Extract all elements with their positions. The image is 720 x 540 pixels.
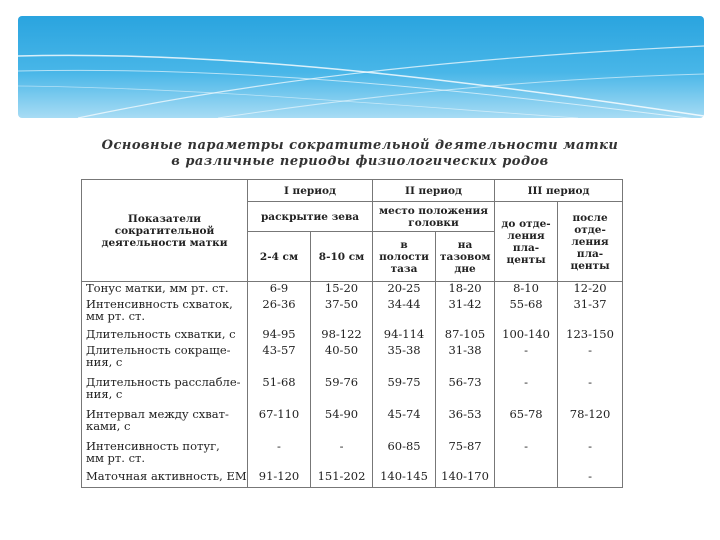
value-cell: 43-57 [248,344,311,376]
head-position-header: место положения головки [373,202,495,232]
row-label-line: Интервал между схват- [86,406,229,421]
value-cell: 40-50 [311,344,373,376]
value-cell: 12-20 [558,282,623,298]
opening-header: раскрытие зева [248,202,373,232]
table-row [82,298,623,328]
value-cell: 36-53 [436,408,495,440]
value-cell: 6-9 [248,282,311,298]
value-cell: 18-20 [436,282,495,298]
value-cell: - [495,376,558,408]
row-label-line: ния, с [86,354,123,369]
table-row [82,376,623,408]
value-cell: - [495,440,558,470]
table-row [82,344,623,376]
row-label-line: Длительность схватки, с [86,326,236,341]
row-label-line: мм рт. ст. [86,308,146,323]
value-cell: 31-42 [436,298,495,328]
value-cell: 140-145 [373,470,436,488]
value-cell: 31-37 [558,298,623,328]
after-separation-header: после отде-ления пла-центы [558,202,623,282]
cm-8-10-header: 8-10 см [311,232,373,282]
value-cell: 31-38 [436,344,495,376]
before-separation-header: до отде-ления пла-центы [495,202,558,282]
row-label [82,328,248,344]
value-cell: - [558,470,623,488]
value-cell: 78-120 [558,408,623,440]
value-cell: 35-38 [373,344,436,376]
banner-wave-decoration [18,16,704,118]
table-row [82,282,623,298]
period2-header: II период [373,180,495,202]
row-label-line: ками, с [86,418,131,433]
period3-header: III период [495,180,623,202]
value-cell: 54-90 [311,408,373,440]
row-label [82,344,248,376]
value-cell: 123-150 [558,328,623,344]
indicator-header-line: Показатели [127,212,202,225]
value-cell: 45-74 [373,408,436,440]
value-cell: 65-78 [495,408,558,440]
table-body [82,282,623,488]
row-label-line: мм рт. ст. [86,450,146,465]
row-label-line: Длительность сокраще- [86,342,231,357]
row-label-line: Интенсивность потуг, [86,438,220,453]
row-label-line: Интенсивность схваток, [86,296,233,311]
value-cell: 37-50 [311,298,373,328]
value-cell: 98-122 [311,328,373,344]
row-label-line: Маточная активность, ЕМ [86,468,247,483]
value-cell: - [248,440,311,470]
value-cell: 55-68 [495,298,558,328]
pelvic-cavity-header: в полости таза [373,232,436,282]
value-cell: 60-85 [373,440,436,470]
row-label-line: Тонус матки, мм рт. ст. [86,281,229,295]
value-cell: 91-120 [248,470,311,488]
row-label [82,376,248,408]
table-title-line2: в различные периоды физиологических родов [171,154,549,169]
cm-2-4-header: 2-4 см [248,232,311,282]
value-cell: 140-170 [436,470,495,488]
table-row [82,328,623,344]
parameters-table [81,179,623,488]
row-label-line: Длительность расслабле- [86,374,241,389]
pelvic-floor-header: на тазовом дне [436,232,495,282]
value-cell: 87-105 [436,328,495,344]
value-cell: 151-202 [311,470,373,488]
value-cell: 67-110 [248,408,311,440]
table-row [82,408,623,440]
value-cell: - [311,440,373,470]
header-banner [18,16,704,118]
indicator-header [82,180,248,282]
row-label [82,470,248,488]
value-cell: 15-20 [311,282,373,298]
row-label [82,282,248,298]
value-cell: 51-68 [248,376,311,408]
value-cell: 59-75 [373,376,436,408]
value-cell: 8-10 [495,282,558,298]
value-cell: - [558,344,623,376]
value-cell: 100-140 [495,328,558,344]
value-cell: 20-25 [373,282,436,298]
value-cell: 56-73 [436,376,495,408]
period1-header: I период [248,180,373,202]
row-label [82,408,248,440]
value-cell [495,470,558,488]
indicator-header-line: сократительной [114,224,215,237]
value-cell: - [558,440,623,470]
value-cell: 94-95 [248,328,311,344]
value-cell: 59-76 [311,376,373,408]
value-cell: - [558,376,623,408]
row-label-line: ния, с [86,386,123,401]
value-cell: 94-114 [373,328,436,344]
value-cell: 26-36 [248,298,311,328]
value-cell: - [495,344,558,376]
indicator-header-line: деятельности матки [101,236,228,249]
row-label [82,440,248,470]
table-row [82,470,623,488]
table-row [82,440,623,470]
value-cell: 34-44 [373,298,436,328]
row-label [82,298,248,328]
table-title-line1: Основные параметры сократительной деятельности матки [101,138,619,153]
value-cell: 75-87 [436,440,495,470]
